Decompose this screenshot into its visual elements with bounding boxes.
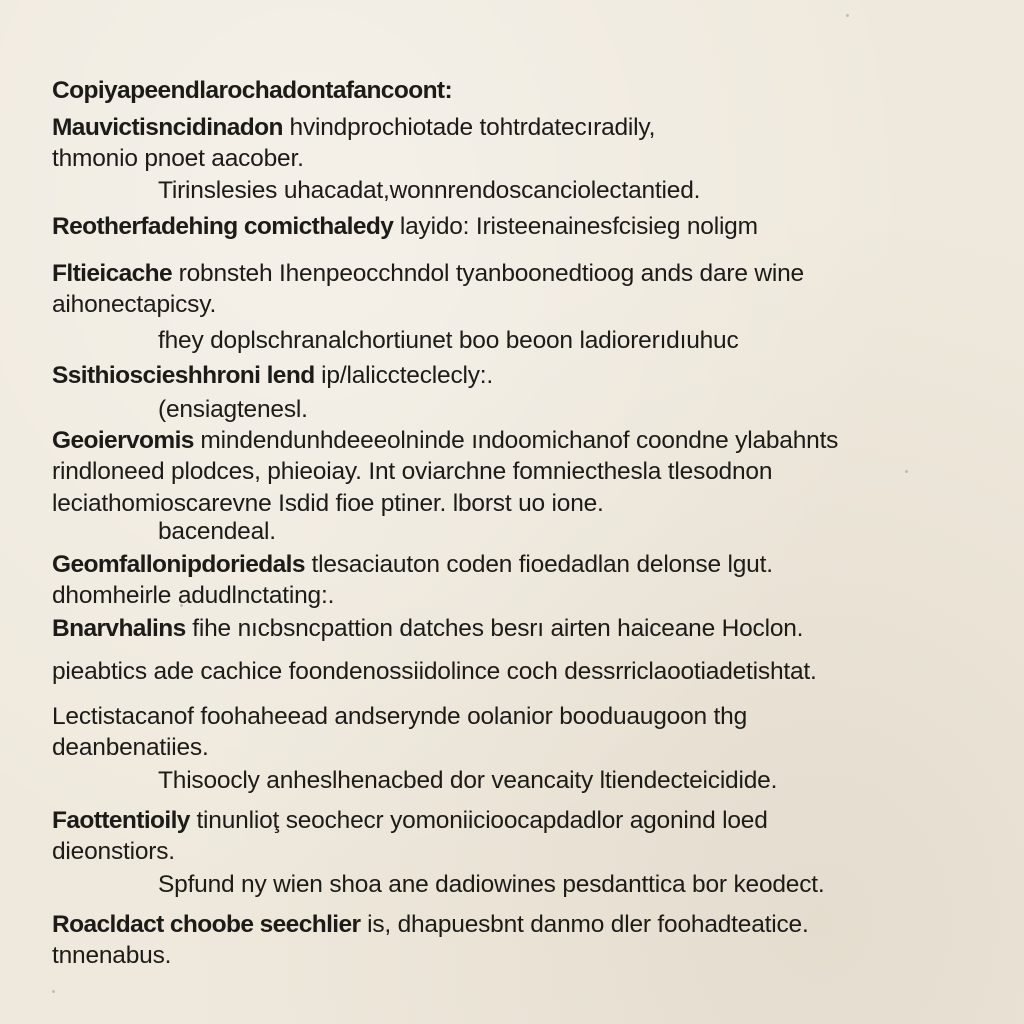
line-text: pieabtics ade cachice foondenossiidolince coch dessrriclaootiadetishtat. [52,658,817,685]
line-text: Thisoocly anheslhenacbed dor veancaity ltiendecteicidide. [158,767,778,794]
text-line [158,870,825,900]
text-line [52,581,334,611]
text-line [52,426,838,456]
line-lead: Faottentioily [52,807,190,834]
text-line [158,517,276,547]
line-text: bacendeal. [158,518,276,545]
line-text: rindloneed plodces, phieoiay. Int oviarchne fomniecthesla tlesodnon [52,458,773,485]
text-line [52,489,604,519]
line-text: dhomheirle adudlnctating:. [52,582,335,609]
line-text: ip/laliccteclecly:. [314,362,494,389]
line-lead: Copiyapeendlarochadontafancoont: [52,77,453,104]
text-line [52,76,452,106]
line-text: dieonstiors. [52,838,175,865]
text-line [52,144,304,174]
line-text: leciathomioscarevne Isdid fioe ptiner. lborst uo ione. [52,490,604,517]
text-line [52,806,768,836]
text-line [52,550,773,580]
text-line [52,457,772,487]
text-line [52,212,758,242]
line-text: Lectistacanof foohaheead andserynde oolanior booduaugoon thg [52,703,747,730]
line-lead: Fltieicache [52,260,173,287]
line-text: fhey doplschranalchortiunet boo beoon ladiorerıdıuhuc [158,327,739,354]
text-line [52,259,804,289]
text-line [52,837,175,867]
line-text: fihe nıcbsncpattion datches besrı airten haiceane Hoclon. [185,615,804,642]
line-text: layido: Iristeenainesfcisieg noligm [393,213,758,240]
line-text: tnnenabus. [52,942,172,969]
line-text: aihonectapicsy. [52,291,217,318]
text-line [52,702,747,732]
text-line [52,657,817,687]
text-line [52,941,171,971]
line-text: hvindprochiotade tohtrdatecıradily, [282,114,656,141]
text-line [52,290,216,320]
text-line [52,910,809,940]
line-text: robnsteh Ihenpeocchndol tyanboonedtioog ands dare wine [172,260,804,287]
line-text: tlesaciauton coden fioedadlan delonse lgut. [304,551,773,578]
text-line [52,361,493,391]
text-line [158,395,308,425]
line-text: thmonio pnoet aacober. [52,145,304,172]
text-line [52,614,803,644]
line-text: Spfund ny wien shoa ane dadiowines pesdanttica bor keodect. [158,871,825,898]
line-lead: Reotherfadehing comicthaledy [52,213,394,240]
line-lead: Mauvictisncidinadon [52,114,283,141]
line-text: mindendunhdeeeolninde ındoomichanof coondne ylabahnts [193,427,839,454]
line-lead: Bnarvhalins [52,615,186,642]
text-line [52,113,655,143]
line-text: is, dhapuesbnt danmo dler foohadteatice. [360,911,809,938]
line-text: deanbenatiies. [52,734,209,761]
text-line [158,326,739,356]
line-text: (ensiagtenesl. [158,396,308,423]
text-line [158,176,700,206]
line-lead: Ssithioscieshhroni lend [52,362,315,389]
line-lead: Geoiervomis [52,427,194,454]
line-text: tinunlioţ seochecr yomoniicioocapdadlor agonind loed [189,807,768,834]
line-lead: Roacldact choobe seechlier [52,911,361,938]
text-line [158,766,777,796]
line-text: Tirinslesies uhacadat,wonnrendoscanciolectantied. [158,177,701,204]
line-lead: Geomfallonipdoriedals [52,551,305,578]
text-line [52,733,209,763]
